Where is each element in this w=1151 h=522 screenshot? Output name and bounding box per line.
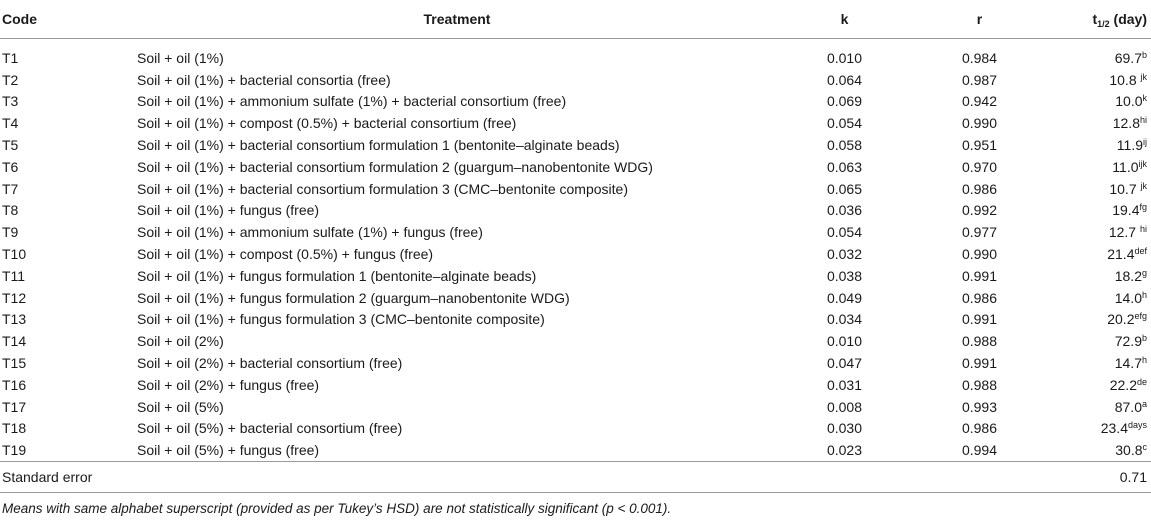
cell-r: 0.993 bbox=[961, 398, 998, 415]
cell-half-life bbox=[1047, 374, 1151, 396]
cell-r: 0.991 bbox=[961, 267, 998, 284]
header-t-unit: (day) bbox=[1109, 11, 1147, 27]
cell-code: T11 bbox=[2, 267, 26, 284]
cell-k: 0.065 bbox=[826, 180, 863, 197]
cell-k: 0.049 bbox=[826, 289, 863, 306]
table-footnote: Means with same alphabet superscript (provided as per Tukey’s HSD) are not statistically significant (p < 0.001). bbox=[2, 501, 672, 517]
significance-letter: hi bbox=[1139, 224, 1147, 235]
table-row bbox=[0, 396, 1151, 418]
cell-treatment: Soil + oil (1%) + fungus formulation 1 (bentonite–alginate beads) bbox=[137, 267, 537, 284]
half-life-value: 69.7 bbox=[1114, 49, 1142, 66]
significance-letter: ijk bbox=[1138, 158, 1147, 169]
cell-k: 0.047 bbox=[826, 355, 863, 372]
cell-half-life bbox=[1047, 418, 1151, 440]
significance-letter: g bbox=[1141, 267, 1147, 278]
half-life-value: 87.0 bbox=[1114, 398, 1142, 415]
standard-error-label: Standard error bbox=[0, 462, 777, 493]
half-life-value: 10.7 bbox=[1109, 180, 1141, 197]
half-life-value: 18.2 bbox=[1114, 267, 1142, 284]
table-row bbox=[0, 134, 1151, 156]
cell-treatment: Soil + oil (1%) + fungus formulation 3 (CMC–bentonite composite) bbox=[137, 311, 545, 328]
cell-code: T15 bbox=[2, 355, 27, 372]
half-life-value: 23.4 bbox=[1100, 420, 1128, 437]
cell-treatment: Soil + oil (2%) + fungus (free) bbox=[137, 376, 320, 393]
table-row bbox=[0, 178, 1151, 200]
half-life-value: 19.4 bbox=[1112, 202, 1140, 219]
significance-letter: jk bbox=[1140, 180, 1147, 191]
table-row bbox=[0, 418, 1151, 440]
cell-half-life bbox=[1047, 221, 1151, 243]
cell-code: T4 bbox=[2, 115, 19, 132]
cell-treatment: Soil + oil (5%) bbox=[137, 398, 224, 415]
cell-code: T16 bbox=[2, 376, 27, 393]
cell-half-life bbox=[1047, 178, 1151, 200]
cell-half-life bbox=[1047, 265, 1151, 287]
cell-half-life bbox=[1047, 352, 1151, 374]
half-life-value: 12.7 bbox=[1108, 224, 1140, 241]
cell-k: 0.034 bbox=[826, 311, 863, 328]
significance-letter: fg bbox=[1139, 202, 1147, 213]
cell-k: 0.054 bbox=[826, 224, 863, 241]
cell-r: 0.988 bbox=[961, 333, 998, 350]
cell-k: 0.064 bbox=[826, 71, 863, 88]
table-row bbox=[0, 243, 1151, 265]
cell-treatment: Soil + oil (1%) + bacterial consortium formulation 3 (CMC–bentonite composite) bbox=[137, 180, 628, 197]
cell-treatment: Soil + oil (2%) bbox=[137, 333, 224, 350]
header-r: r bbox=[912, 0, 1047, 39]
cell-r: 0.990 bbox=[961, 115, 998, 132]
cell-treatment: Soil + oil (2%) + bacterial consortium (free) bbox=[137, 355, 403, 372]
significance-letter: hi bbox=[1139, 115, 1147, 126]
table-row bbox=[0, 439, 1151, 461]
cell-r: 0.991 bbox=[961, 355, 998, 372]
cell-treatment: Soil + oil (5%) + fungus (free) bbox=[137, 442, 320, 459]
significance-letter: h bbox=[1141, 355, 1147, 366]
header-code: Code bbox=[0, 0, 137, 39]
cell-k: 0.010 bbox=[826, 49, 863, 66]
significance-letter: de bbox=[1136, 376, 1147, 387]
half-life-value: 11.9 bbox=[1116, 137, 1143, 154]
cell-r: 0.994 bbox=[961, 442, 998, 459]
standard-error-value: 0.71 bbox=[1047, 462, 1151, 493]
cell-code: T14 bbox=[2, 333, 27, 350]
cell-r: 0.984 bbox=[961, 49, 998, 66]
cell-treatment: Soil + oil (1%) + fungus formulation 2 (guargum–nanobentonite WDG) bbox=[137, 289, 570, 306]
significance-letter: jk bbox=[1140, 71, 1147, 82]
cell-half-life bbox=[1047, 69, 1151, 91]
cell-half-life bbox=[1047, 200, 1151, 222]
significance-letter: b bbox=[1141, 333, 1147, 344]
table-row bbox=[0, 39, 1151, 69]
cell-k: 0.054 bbox=[826, 115, 863, 132]
cell-code: T12 bbox=[2, 289, 27, 306]
half-life-value: 11.0 bbox=[1112, 158, 1139, 175]
significance-letter: a bbox=[1141, 398, 1147, 409]
cell-k: 0.008 bbox=[826, 398, 863, 415]
standard-error-row bbox=[0, 462, 1151, 493]
significance-letter: def bbox=[1134, 246, 1147, 257]
significance-letter: k bbox=[1142, 93, 1147, 104]
half-life-value: 30.8 bbox=[1115, 442, 1143, 459]
cell-r: 0.990 bbox=[961, 246, 998, 263]
half-life-value: 10.8 bbox=[1109, 71, 1141, 88]
significance-letter: h bbox=[1141, 289, 1147, 300]
half-life-value: 21.4 bbox=[1107, 246, 1135, 263]
half-life-value: 14.0 bbox=[1114, 289, 1142, 306]
cell-k: 0.032 bbox=[826, 246, 863, 263]
cell-r: 0.991 bbox=[961, 311, 998, 328]
cell-code: T2 bbox=[2, 71, 19, 88]
cell-code: T8 bbox=[2, 202, 19, 219]
cell-treatment: Soil + oil (1%) + bacterial consortium formulation 2 (guargum–nanobentonite WDG) bbox=[137, 158, 653, 175]
header-row bbox=[0, 0, 1151, 39]
half-life-value: 22.2 bbox=[1109, 376, 1137, 393]
table-row bbox=[0, 200, 1151, 222]
cell-treatment: Soil + oil (1%) + bacterial consortia (free) bbox=[137, 71, 391, 88]
cell-r: 0.987 bbox=[961, 71, 998, 88]
cell-r: 0.988 bbox=[961, 376, 998, 393]
table-row bbox=[0, 69, 1151, 91]
standard-error-r-empty bbox=[912, 462, 1047, 493]
cell-half-life bbox=[1047, 243, 1151, 265]
cell-code: T13 bbox=[2, 311, 27, 328]
table-row bbox=[0, 156, 1151, 178]
significance-letter: b bbox=[1141, 49, 1147, 60]
cell-r: 0.986 bbox=[961, 180, 998, 197]
significance-letter: ij bbox=[1143, 137, 1147, 148]
cell-code: T6 bbox=[2, 158, 19, 175]
cell-half-life bbox=[1047, 91, 1151, 113]
table-row bbox=[0, 352, 1151, 374]
cell-k: 0.030 bbox=[826, 420, 863, 437]
header-t-sub: 1/2 bbox=[1097, 19, 1110, 29]
half-life-value: 72.9 bbox=[1114, 333, 1142, 350]
cell-r: 0.970 bbox=[961, 158, 998, 175]
half-life-value: 20.2 bbox=[1107, 311, 1135, 328]
table-row bbox=[0, 330, 1151, 352]
significance-letter: days bbox=[1127, 420, 1147, 431]
cell-half-life bbox=[1047, 156, 1151, 178]
cell-r: 0.942 bbox=[961, 93, 998, 110]
cell-k: 0.023 bbox=[826, 442, 863, 459]
table-row bbox=[0, 221, 1151, 243]
cell-r: 0.986 bbox=[961, 289, 998, 306]
cell-treatment: Soil + oil (1%) + ammonium sulfate (1%) + fungus (free) bbox=[137, 224, 483, 241]
cell-half-life bbox=[1047, 39, 1151, 69]
cell-k: 0.031 bbox=[826, 376, 863, 393]
cell-k: 0.069 bbox=[826, 93, 863, 110]
cell-half-life bbox=[1047, 396, 1151, 418]
cell-r: 0.951 bbox=[961, 137, 998, 154]
cell-k: 0.036 bbox=[826, 202, 863, 219]
cell-r: 0.992 bbox=[961, 202, 998, 219]
half-life-value: 12.8 bbox=[1112, 115, 1140, 132]
cell-treatment: Soil + oil (1%) + fungus (free) bbox=[137, 202, 320, 219]
cell-treatment: Soil + oil (1%) bbox=[137, 49, 224, 66]
table-row bbox=[0, 112, 1151, 134]
cell-half-life bbox=[1047, 330, 1151, 352]
cell-code: T19 bbox=[2, 442, 27, 459]
cell-treatment: Soil + oil (1%) + bacterial consortium formulation 1 (bentonite–alginate beads) bbox=[137, 137, 620, 154]
half-life-value: 10.0 bbox=[1115, 93, 1143, 110]
cell-k: 0.010 bbox=[826, 333, 863, 350]
cell-code: T9 bbox=[2, 224, 19, 241]
cell-code: T10 bbox=[2, 246, 27, 263]
significance-letter: c bbox=[1142, 442, 1147, 453]
cell-code: T1 bbox=[2, 49, 19, 66]
cell-code: T3 bbox=[2, 93, 19, 110]
cell-half-life bbox=[1047, 112, 1151, 134]
cell-treatment: Soil + oil (5%) + bacterial consortium (free) bbox=[137, 420, 403, 437]
header-half-life bbox=[1047, 0, 1151, 39]
cell-half-life bbox=[1047, 439, 1151, 461]
significance-letter: efg bbox=[1134, 311, 1147, 322]
table-row bbox=[0, 91, 1151, 113]
cell-code: T7 bbox=[2, 180, 19, 197]
table-row bbox=[0, 309, 1151, 331]
header-treatment: Treatment bbox=[137, 0, 777, 39]
cell-treatment: Soil + oil (1%) + compost (0.5%) + fungus (free) bbox=[137, 246, 434, 263]
header-k: k bbox=[777, 0, 912, 39]
cell-half-life bbox=[1047, 134, 1151, 156]
header-t-main: t bbox=[1092, 11, 1098, 27]
half-life-value: 14.7 bbox=[1114, 355, 1142, 372]
table-row bbox=[0, 265, 1151, 287]
cell-r: 0.977 bbox=[961, 224, 998, 241]
standard-error-k-empty bbox=[777, 462, 912, 493]
table-row bbox=[0, 374, 1151, 396]
cell-treatment: Soil + oil (1%) + ammonium sulfate (1%) + bacterial consortium (free) bbox=[137, 93, 567, 110]
cell-treatment: Soil + oil (1%) + compost (0.5%) + bacterial consortium (free) bbox=[137, 115, 517, 132]
cell-k: 0.063 bbox=[826, 158, 863, 175]
cell-k: 0.038 bbox=[826, 267, 863, 284]
cell-half-life bbox=[1047, 287, 1151, 309]
cell-half-life bbox=[1047, 309, 1151, 331]
table-row bbox=[0, 287, 1151, 309]
cell-r: 0.986 bbox=[961, 420, 998, 437]
cell-k: 0.058 bbox=[826, 137, 863, 154]
cell-code: T18 bbox=[2, 420, 27, 437]
cell-code: T5 bbox=[2, 137, 19, 154]
cell-code: T17 bbox=[2, 398, 27, 415]
